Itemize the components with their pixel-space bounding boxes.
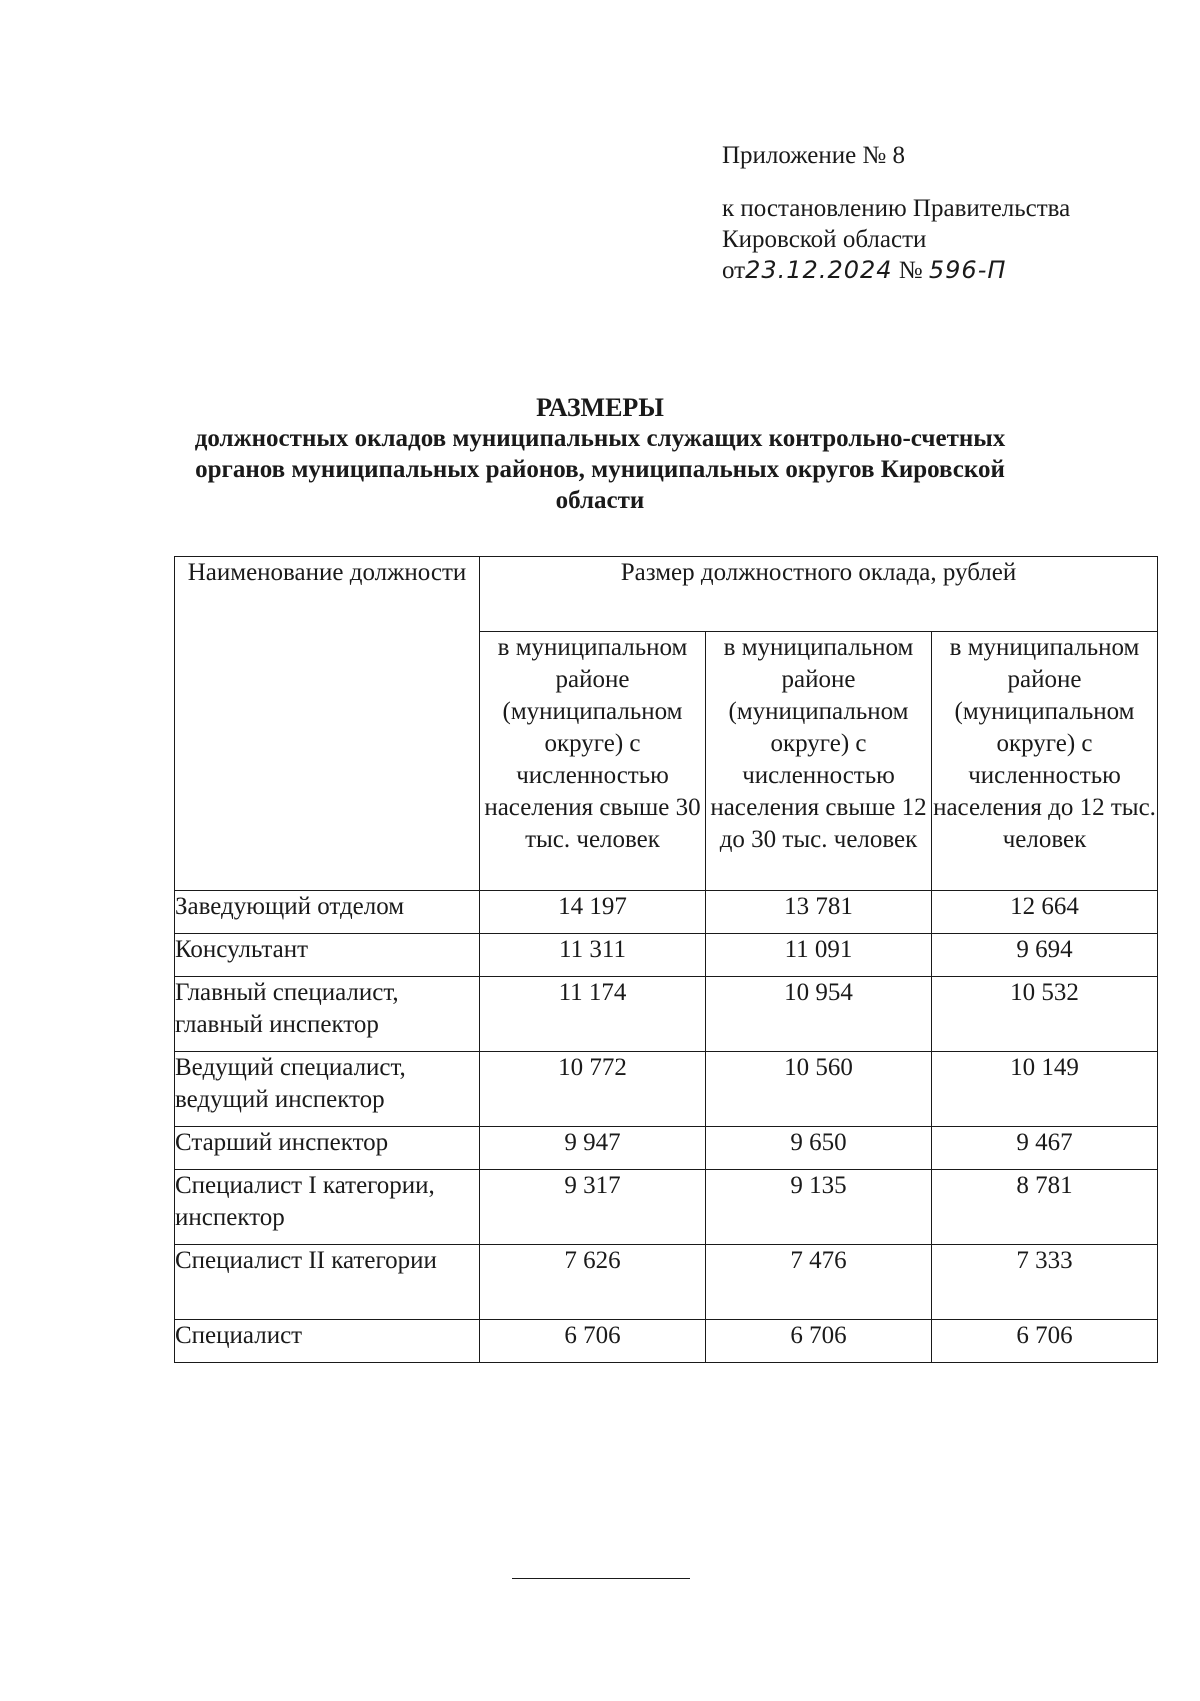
salary-value: 11 311 [480,934,706,977]
position-name: Специалист I категории, инспектор [175,1170,480,1245]
salary-value: 12 664 [932,891,1158,934]
header-salary-size: Размер должностного оклада, рублей [480,557,1158,632]
appendix-region: Кировской области [722,226,927,253]
number-label: № [898,257,923,284]
salary-value: 9 135 [706,1170,932,1245]
appendix-block [722,140,1070,286]
table-header-row [175,557,1158,632]
spacer [722,171,1070,193]
salary-value: 8 781 [932,1170,1158,1245]
appendix-date-line [722,255,1070,286]
salary-value: 6 706 [932,1320,1158,1363]
salary-value: 10 560 [706,1052,932,1127]
table-row [175,1320,1158,1363]
handwritten-date: 23.12.2024 [745,256,893,284]
salary-value: 11 174 [480,977,706,1052]
table-row [175,977,1158,1052]
position-name: Специалист II категории [175,1245,480,1320]
subheader-over-30k: в муниципальном районе (муниципальном округе) с численностью населения свыше 30 тыс. человек [480,632,706,891]
table-row [175,934,1158,977]
table-row [175,1127,1158,1170]
salary-value: 9 947 [480,1127,706,1170]
title-line-1: должностных окладов муниципальных служащих контрольно-счетных [194,425,1006,452]
salary-value: 10 954 [706,977,932,1052]
document-title [150,392,1050,516]
salary-value: 7 476 [706,1245,932,1320]
appendix-resolution: к постановлению Правительства [722,195,1071,222]
position-name: Ведущий специалист, ведущий инспектор [175,1052,480,1127]
title-main: РАЗМЕРЫ [536,393,664,422]
salary-value: 9 650 [706,1127,932,1170]
position-name: Главный специалист, главный инспектор [175,977,480,1052]
handwritten-number: 596-П [928,256,1007,284]
table-row [175,1245,1158,1320]
salary-value: 6 706 [480,1320,706,1363]
subheader-12k-30k: в муниципальном районе (муниципальном округе) с численностью населения свыше 12 до 30 тыс. человек [706,632,932,891]
salary-value: 10 772 [480,1052,706,1127]
appendix-number: Приложение № 8 [722,142,906,169]
table-row [175,1052,1158,1127]
closing-line [512,1578,690,1579]
salary-value: 14 197 [480,891,706,934]
date-prefix: от [722,257,746,284]
table-row [175,891,1158,934]
salary-value: 7 333 [932,1245,1158,1320]
salary-value: 10 532 [932,977,1158,1052]
header-position-name: Наименование должности [175,557,480,891]
salary-value: 11 091 [706,934,932,977]
table-row [175,1170,1158,1245]
position-name: Консультант [175,934,480,977]
salary-value: 13 781 [706,891,932,934]
salary-table [174,556,1158,1363]
salary-value: 10 149 [932,1052,1158,1127]
salary-value: 9 467 [932,1127,1158,1170]
subheader-under-12k: в муниципальном районе (муниципальном округе) с численностью населения до 12 тыс. человек [932,632,1158,891]
position-name: Специалист [175,1320,480,1363]
title-line-3: области [555,487,645,514]
salary-value: 9 317 [480,1170,706,1245]
salary-value: 9 694 [932,934,1158,977]
position-name: Старший инспектор [175,1127,480,1170]
salary-value: 6 706 [706,1320,932,1363]
title-line-2: органов муниципальных районов, муниципальных округов Кировской [195,456,1005,483]
position-name: Заведующий отделом [175,891,480,934]
salary-value: 7 626 [480,1245,706,1320]
